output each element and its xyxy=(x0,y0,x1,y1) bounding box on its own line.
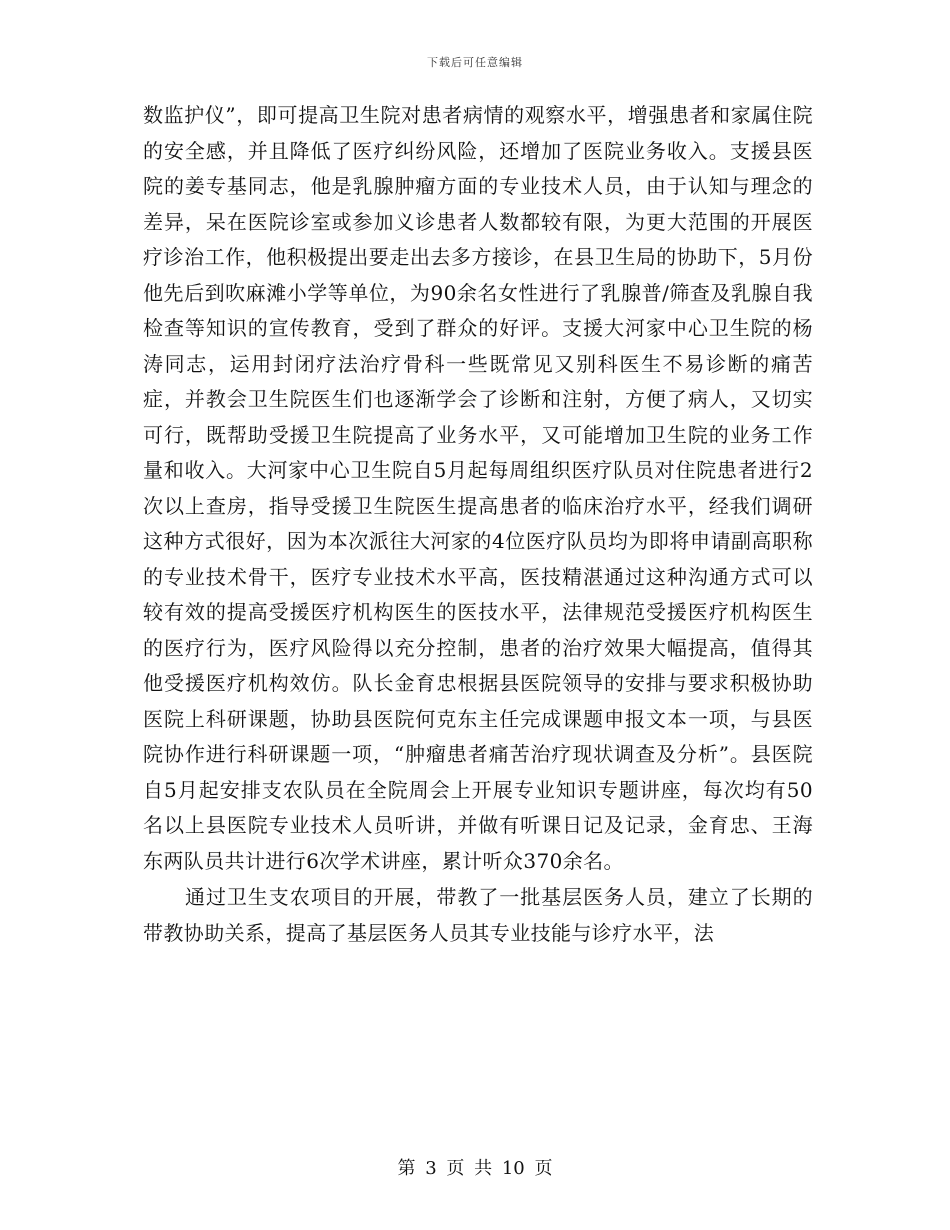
page-number-footer: 第 3 页 共 10 页 xyxy=(397,1158,553,1179)
body-paragraph-2: 通过卫生支农项目的开展，带教了一批基层医务人员，建立了长期的带教协助关系，提高了基层医务人员其专业技能与诊疗水平，法 xyxy=(143,885,813,945)
body-paragraph-1: 数监护仪”，即可提高卫生院对患者病情的观察水平，增强患者和家属住院的安全感，并且降低了医疗纠纷风险，还增加了医院业务收入。支援县医院的姜专基同志，他是乳腺肿瘤方面的专业技术人员，由于认知与理念的差异，呆在医院诊室或参加义诊患者人数都较有限，为更大范围的开展医疗诊治工作，他积极提出要走出去多方接诊，在县卫生局的协助下，5月份他先后到吹麻滩小学等单位，为90余名女性进行了乳腺普/筛查及乳腺自我检查等知识的宣传教育，受到了群众的好评。支援大河家中心卫生院的杨涛同志，运用封闭疗法治疗骨科一些既常见又别科医生不易诊断的痛苦症，并教会卫生院医生们也逐渐学会了诊断和注射，方便了病人，又切实可行，既帮助受援卫生院提高了业务水平，又可能增加卫生院的业务工作量和收入。大河家中心卫生院自5月起每周组织医疗队员对住院患者进行2次以上查房，指导受援卫生院医生提高患者的临床治疗水平，经我们调研这种方式很好，因为本次派往大河家的4位医疗队员均为即将申请副高职称的专业技术骨干，医疗专业技术水平高，医技精湛通过这种沟通方式可以较有效的提高受援医疗机构医生的医技水平，法律规范受援医疗机构医生的医疗行为，医疗风险得以充分控制，患者的治疗效果大幅提高，值得其他受援医疗机构效仿。队长金育忠根据县医院领导的安排与要求积极协助医院上科研课题，协助县医院何克东主任完成课题申报文本一项，与县医院协作进行科研课题一项，“肿瘤患者痛苦治疗现状调查及分析”。县医院自5月起安排支农队员在全院周会上开展专业知识专题讲座，每次均有50名以上县医院专业技术人员听讲，并做有听课日记及记录，金育忠、王海东两队员共计进行6次学术讲座，累计听众370余名。 xyxy=(143,103,813,873)
page-header: 下载后可任意编辑 xyxy=(427,56,523,69)
document-body xyxy=(143,98,813,951)
